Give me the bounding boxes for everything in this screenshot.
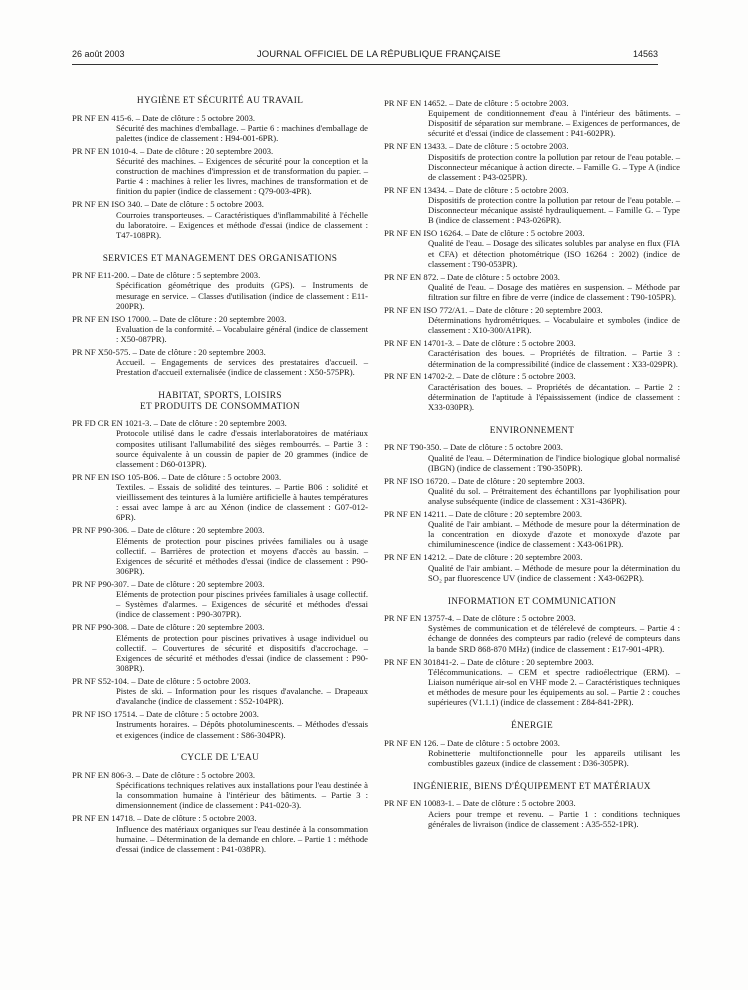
entry-description: Télécommunications. – CEM et spectre radioélectrique (ERM). – Liaison numérique air-sol en VHF mode 2. – Caractéristiques techniques et méthodes de mesure pour les équipements au sol. – Partie 2 : couches supérieures (V1.1.1) (indice de classement : Z84-841-2PR). <box>428 666 680 708</box>
entry-reference: PR NF EN 301841-2. – Date de clôture : 20 septembre 2003. <box>384 656 594 667</box>
section-heading-line: HABITAT, SPORTS, LOISIRS <box>158 391 282 402</box>
standard-entry <box>384 228 680 269</box>
entry-reference: PR NF EN 10083-1. – Date de clôture : 5 octobre 2003. <box>384 798 576 809</box>
entry-description: Evaluation de la conformité. – Vocabulaire général (indice de classement : X50-087PR). <box>116 323 368 344</box>
standard-entry <box>384 371 680 412</box>
entry-reference: PR NF EN 872. – Date de clôture : 5 octobre 2003. <box>384 271 560 282</box>
standard-entry <box>384 798 680 828</box>
entry-reference: PR NF EN ISO 772/A1. – Date de clôture : 20 septembre 2003. <box>384 304 603 315</box>
entry-reference: PR FD CR EN 1021-3. – Date de clôture : 20 septembre 2003. <box>72 418 287 429</box>
entry-description: Equipement de conditionnement d'eau à l'intérieur des bâtiments. – Dispositif de séparation sur membrane. – Exigences de performances, de sécurité et d'essai (indice de classement : P41-602PR). <box>428 108 680 139</box>
standard-entry <box>384 509 680 550</box>
standard-entry <box>72 113 368 143</box>
entry-description: Dispositifs de protection contre la pollution par retour de l'eau potable. – Disconnecteur mécanique assisté hydrauliquement. – Famille G. – Type B (indice de classement : P43-026PR). <box>428 195 680 226</box>
entry-reference: PR NF EN ISO 17000. – Date de clôture : 20 septembre 2003. <box>72 313 287 324</box>
section-heading-line: CYCLE DE L'EAU <box>180 753 260 764</box>
standard-entry <box>72 709 368 739</box>
entry-reference: PR NF EN 13433. – Date de clôture : 5 octobre 2003. <box>384 141 569 152</box>
entry-reference: PR NF P90-308. – Date de clôture : 20 septembre 2003. <box>72 622 265 633</box>
entry-description: Qualité de l'eau. – Dosage des matières en suspension. – Méthode par filtration sur filtre en fibre de verre (indice de classement : T90-105PR). <box>428 281 680 302</box>
standard-entry <box>72 525 368 576</box>
section-gap <box>72 243 368 254</box>
entry-reference: PR NF EN 415-6. – Date de clôture : 5 octobre 2003. <box>72 112 256 123</box>
section-heading <box>384 782 680 793</box>
section-heading <box>72 254 368 265</box>
left-column <box>72 96 368 857</box>
entry-reference: PR NF P90-307. – Date de clôture : 20 septembre 2003. <box>72 578 265 589</box>
standard-entry <box>72 813 368 854</box>
entry-reference: PR NF X50-575. – Date de clôture : 20 septembre 2003. <box>72 346 266 357</box>
section-gap <box>72 380 368 391</box>
section-heading <box>384 426 680 437</box>
entry-description: Accueil. – Engagements de services des prestataires d'accueil. – Prestation d'accueil externalisée (indice de classement : X50-575PR). <box>116 357 368 378</box>
entry-description: Courroies transporteuses. – Caractéristiques d'inflammabilité à l'échelle du laboratoire. – Exigences et méthode d'essai (indice de classement : T47-108PR). <box>116 209 368 240</box>
section-heading <box>72 753 368 764</box>
entry-reference: PR NF EN ISO 340. – Date de clôture : 5 octobre 2003. <box>72 199 264 210</box>
header-date: 26 août 2003 <box>72 49 125 59</box>
section-gap <box>384 710 680 721</box>
entry-description: Pistes de ski. – Information pour les risques d'avalanche. – Drapeaux d'avalanche (indice de classement : S52-104PR). <box>116 686 368 707</box>
entry-reference: PR NF E11-200. – Date de clôture : 5 septembre 2003. <box>72 270 261 281</box>
section-heading-line: ET PRODUITS DE CONSOMMATION <box>139 401 301 412</box>
standard-entry <box>384 338 680 368</box>
standard-entry <box>384 185 680 226</box>
entry-description: Caractérisation des boues. – Propriétés de décantation. – Partie 2 : détermination de l'aptitude à l'épaississement (indice de classement : X33-030PR). <box>428 381 680 412</box>
entry-description: Instruments horaires. – Dépôts photoluminescents. – Méthodes d'essais et exigences (indice de classement : S86-304PR). <box>116 719 368 740</box>
entry-reference: PR NF EN 14212. – Date de clôture : 20 septembre 2003. <box>384 552 583 563</box>
entry-reference: PR NF EN 14211. – Date de clôture : 20 septembre 2003. <box>384 508 583 519</box>
journal-title: JOURNAL OFFICIEL DE LA RÉPUBLIQUE FRANÇAISE <box>256 49 501 60</box>
entry-description: Robinetterie multifonctionnelle pour les appareils utilisant les combustibles gazeux (indice de classement : D36-305PR). <box>428 747 680 768</box>
section-heading <box>384 721 680 732</box>
section-heading <box>384 597 680 608</box>
standard-entry <box>384 442 680 472</box>
entry-description: Qualité de l'air ambiant. – Méthode de mesure pour la détermination de la concentration en dioxyde d'azote et monoxyde d'azote par chimiluminescence (indice de classement : X43-061PR). <box>428 519 680 550</box>
right-column <box>384 98 680 832</box>
standard-entry <box>384 657 680 708</box>
standard-entry <box>72 472 368 523</box>
entry-description: Qualité de l'eau. – Dosage des silicates solubles par analyse en flux (FIA et CFA) et détection photométrique (ISO 16264 : 2002) (indice de classement : T90-053PR). <box>428 238 680 269</box>
standard-entry <box>72 770 368 811</box>
entry-description: Qualité de l'eau. – Détermination de l'indice biologique global normalisé (IBGN) (indice de classement : T90-350PR). <box>428 452 680 473</box>
standard-entry <box>384 272 680 302</box>
entry-description: Eléments de protection pour piscines privées familiales ou à usage collectif. – Barrières de protection et moyens d'accès au bassin. – Exigences de sécurité et méthodes d'essai (indice de classement : P90-306PR). <box>116 535 368 576</box>
entry-reference: PR NF S52-104. – Date de clôture : 5 octobre 2003. <box>72 675 251 686</box>
section-heading-line: ENVIRONNEMENT <box>489 425 575 436</box>
section-gap <box>384 415 680 426</box>
entry-reference: PR NF EN 806-3. – Date de clôture : 5 octobre 2003. <box>72 769 256 780</box>
standard-entry <box>72 199 368 240</box>
standard-entry <box>72 622 368 673</box>
standard-entry <box>72 146 368 197</box>
standard-entry <box>384 738 680 768</box>
section-gap <box>384 771 680 782</box>
standard-entry <box>72 418 368 469</box>
entry-description: Spécifications techniques relatives aux installations pour l'eau destinée à la consommation humaine à l'intérieur des bâtiments. – Partie 3 : dimensionnement (indice de classement : P41-020-3). <box>116 780 368 811</box>
standard-entry <box>384 552 680 582</box>
entry-reference: PR NF EN 13757-4. – Date de clôture : 5 octobre 2003. <box>384 613 576 624</box>
standard-entry <box>384 305 680 335</box>
entry-description: Textiles. – Essais de solidité des teintures. – Partie B06 : solidité et vieillissement des teintures à la lumière artificielle à hautes températures : essai avec lampe à arc au Xénon (indice de classement : G07-012-6PR). <box>116 481 368 523</box>
entry-description: Qualité du sol. – Prétraitement des échantillons par lyophilisation pour analyse subséquente (indice de classement : X31-436PR). <box>428 485 680 506</box>
section-heading-line: ÉNERGIE <box>511 721 553 732</box>
standard-entry <box>72 676 368 706</box>
standard-entry <box>72 314 368 344</box>
section-heading <box>72 96 368 107</box>
entry-description: Systèmes de communication et de télérelevé de compteurs. – Partie 4 : échange de données des compteurs par radio (relevé de compteurs dans la bande SRD 868-870 MHz) (indice de classement : E17-901-4PR). <box>428 623 680 654</box>
entry-reference: PR NF ISO 17514. – Date de clôture : 5 octobre 2003. <box>72 709 259 720</box>
section-heading-line: HYGIÈNE ET SÉCURITÉ AU TRAVAIL <box>136 96 304 106</box>
standard-entry <box>384 476 680 506</box>
entry-description: Protocole utilisé dans le cadre d'essais interlaboratoires de matériaux composites utilisant l'allumabilité des sièges rembourrés. – Partie 3 : source équivalente à un coussin de papier de 20 grammes (indice de classement : D60-013PR). <box>116 428 368 469</box>
entry-description: Eléments de protection pour piscines privées familiales à usage collectif. – Systèmes d'alarmes. – Exigences de sécurité et méthodes d'essai (indice de classement : P90-307PR). <box>116 589 368 620</box>
section-heading-line: SERVICES ET MANAGEMENT DES ORGANISATIONS <box>102 253 338 264</box>
standard-entry <box>72 347 368 377</box>
entry-description: Qualité de l'air ambiant. – Méthode de mesure pour la détermination du SO₂ par fluorescence UV (indice de classement : X43-062PR). <box>428 562 680 583</box>
entry-description: Eléments de protection pour piscines privatives à usage individuel ou collectif. – Couvertures de sécurité et dispositifs d'accrochage. – Exigences de sécurité et méthodes d'essai (indice de classement : P90-308PR). <box>116 632 368 673</box>
standard-entry <box>384 98 680 139</box>
entry-description: Influence des matériaux organiques sur l'eau destinée à la consommation humaine. – Détermination de la demande en chlore. – Partie 1 : méthode d'essai (indice de classement : P41-038PR). <box>116 823 368 854</box>
section-gap <box>72 742 368 753</box>
section-gap <box>384 586 680 597</box>
entry-reference: PR NF ISO 16720. – Date de clôture : 20 septembre 2003. <box>384 475 585 486</box>
standard-entry <box>72 579 368 620</box>
entry-reference: PR NF EN 14718. – Date de clôture : 5 octobre 2003. <box>72 813 257 824</box>
entry-reference: PR NF EN 14652. – Date de clôture : 5 octobre 2003. <box>384 98 569 108</box>
entry-description: Sécurité des machines d'emballage. – Partie 6 : machines d'emballage de palettes (indice de classement : H94-001-6PR). <box>116 122 368 143</box>
entry-reference: PR NF EN 14701-3. – Date de clôture : 5 octobre 2003. <box>384 338 576 349</box>
entry-description: Dispositifs de protection contre la pollution par retour de l'eau potable. – Disconnecteur mécanique à action directe. – Famille G. – Type A (indice de classement : P43-025PR). <box>428 151 680 182</box>
entry-reference: PR NF EN ISO 16264. – Date de clôture : 5 octobre 2003. <box>384 228 585 239</box>
header-rule <box>72 64 658 65</box>
entry-reference: PR NF EN 1010-4. – Date de clôture : 20 septembre 2003. <box>72 145 274 156</box>
page-header <box>72 49 658 63</box>
standard-entry <box>384 613 680 654</box>
entry-reference: PR NF EN 13434. – Date de clôture : 5 octobre 2003. <box>384 184 569 195</box>
entry-description: Spécification géométrique des produits (GPS). – Instruments de mesurage en service. – Classes d'utilisation (indice de classement : E11-200PR). <box>116 280 368 311</box>
entry-description: Caractérisation des boues. – Propriétés de filtration. – Partie 3 : détermination de la compressibilité (indice de classement : X33-029PR). <box>428 348 680 369</box>
entry-reference: PR NF T90-350. – Date de clôture : 5 octobre 2003. <box>384 442 563 453</box>
section-heading <box>72 391 368 412</box>
entry-reference: PR NF EN 126. – Date de clôture : 5 octobre 2003. <box>384 737 560 748</box>
entry-description: Déterminations hydrométriques. – Vocabulaire et symboles (indice de classement : X10-300/A1PR). <box>428 315 680 336</box>
page-number: 14563 <box>632 49 658 59</box>
standard-entry <box>72 270 368 311</box>
section-heading-line: INFORMATION ET COMMUNICATION <box>447 596 617 607</box>
standard-entry <box>384 141 680 182</box>
entry-reference: PR NF P90-306. – Date de clôture : 20 septembre 2003. <box>72 525 265 536</box>
entry-reference: PR NF EN ISO 105-B06. – Date de clôture : 5 octobre 2003. <box>72 471 282 482</box>
entry-description: Sécurité des machines. – Exigences de sécurité pour la conception et la construction de machines d'impression et de transformation du papier. – Partie 4 : machines à relier les livres, machines de transformation et de finition du papier (indice de classement : Q79-003-4PR). <box>116 155 368 197</box>
entry-reference: PR NF EN 14702-2. – Date de clôture : 5 octobre 2003. <box>384 371 576 382</box>
entry-description: Aciers pour trempe et revenu. – Partie 1 : conditions techniques générales de livraison (indice de classement : A35-552-1PR). <box>428 808 680 829</box>
section-heading-line: INGÉNIERIE, BIENS D'ÉQUIPEMENT ET MATÉRIAUX <box>413 781 651 792</box>
